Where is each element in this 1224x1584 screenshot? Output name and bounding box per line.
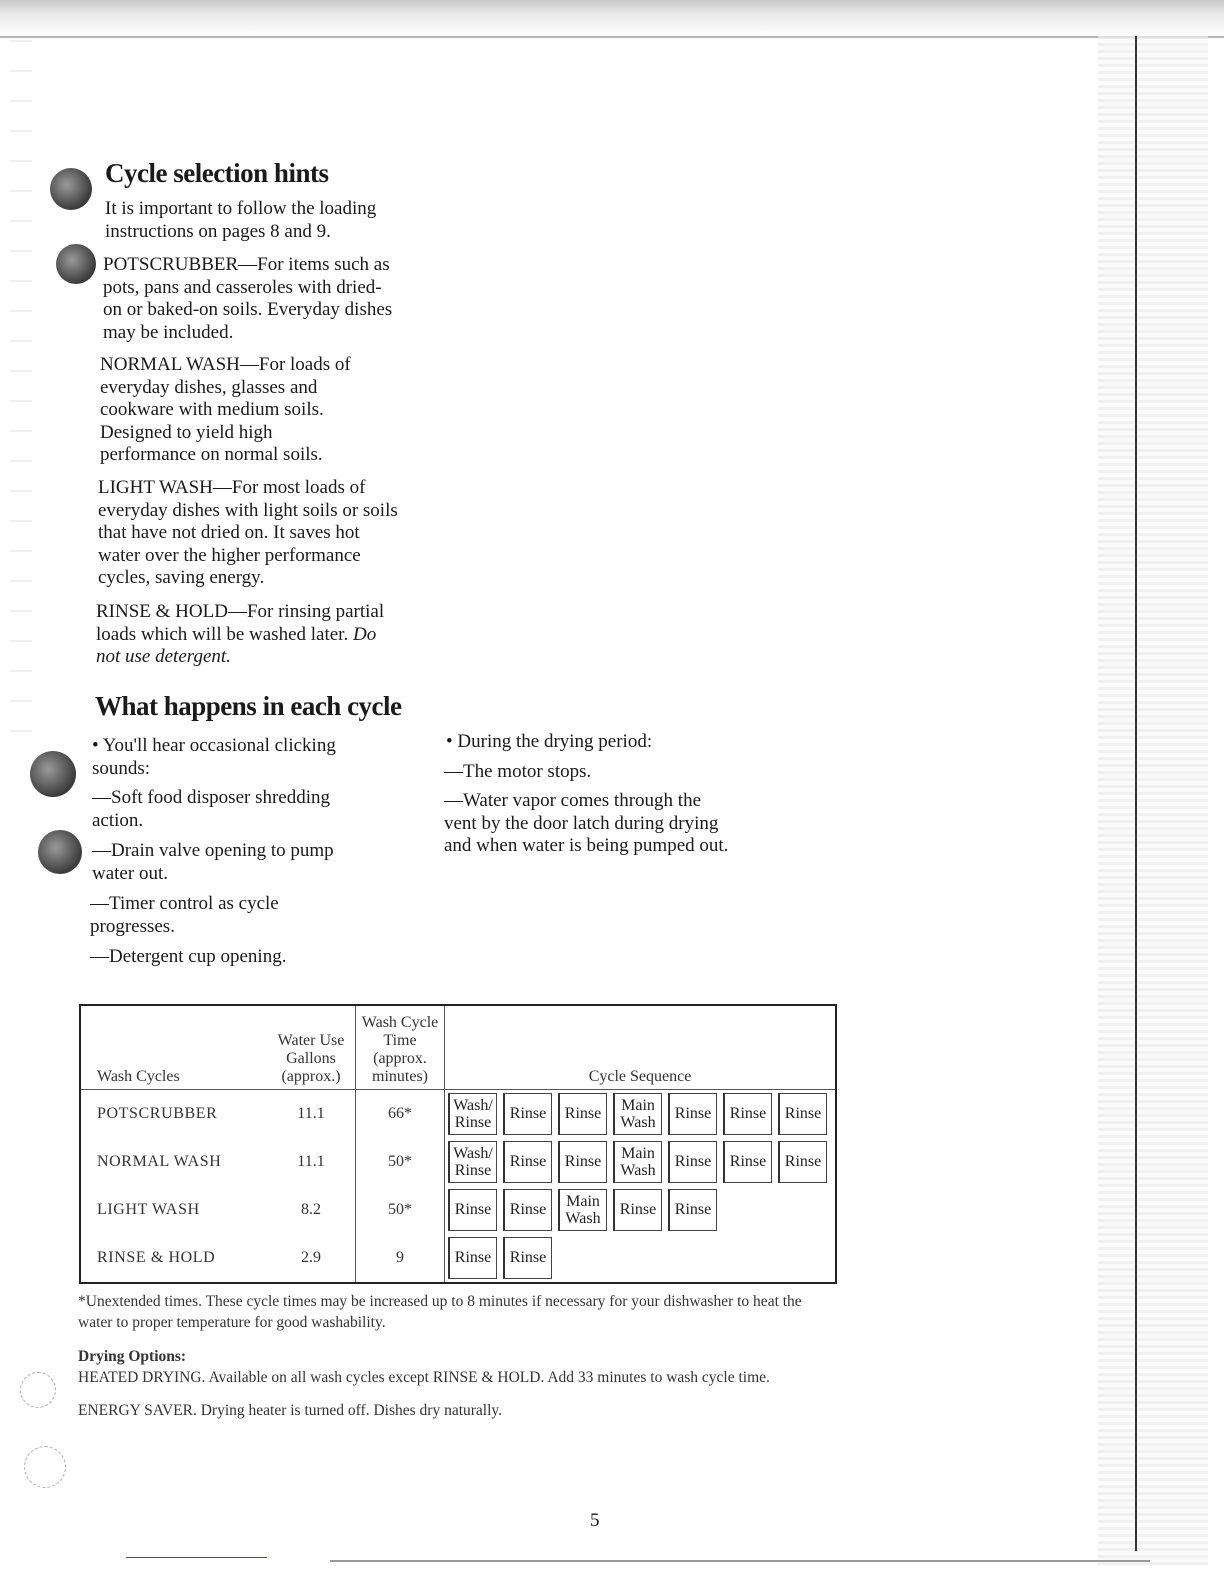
sequence-step: Rinse (668, 1093, 717, 1135)
sequence-step: Rinse (613, 1189, 662, 1231)
sequence-step: Rinse (558, 1141, 607, 1183)
binder-hole-icon (30, 751, 76, 797)
sequence-cell (445, 1234, 837, 1283)
light-wash-paragraph: LIGHT WASH—For most loads of everyday dishes with light soils or soils that have not dried on. It saves hot water over the higher performance cycles, saving energy. (98, 477, 398, 588)
water-use: 11.1 (267, 1089, 356, 1138)
sequence-step: Rinse (558, 1093, 607, 1135)
cycle-time: 50* (356, 1138, 445, 1186)
scan-bottom-line (330, 1560, 1150, 1562)
header-cycles: Wash Cycles (97, 1067, 180, 1085)
page-right-border (1135, 36, 1137, 1551)
sequence-step: Main Wash (613, 1141, 662, 1183)
sequence-step: Rinse (503, 1141, 552, 1183)
blue-underline (126, 1557, 267, 1558)
page-number: 5 (590, 1510, 600, 1531)
table-header-row (80, 1005, 836, 1089)
sequence-step: Rinse (448, 1189, 497, 1231)
sequence-step: Wash/ Rinse (448, 1141, 497, 1183)
header-sequence: Cycle Sequence (588, 1067, 692, 1085)
scan-right-edge (1098, 36, 1208, 1566)
heated-drying-note: HEATED DRYING. Available on all wash cycles except RINSE & HOLD. Add 33 minutes to wash cycle time. (78, 1369, 770, 1386)
cycle-name: NORMAL WASH (97, 1152, 222, 1170)
sequence-boxes (445, 1093, 835, 1135)
sequence-boxes (445, 1141, 835, 1183)
rinse-hold-text: RINSE & HOLD—For rinsing partial loads which will be washed later. (96, 601, 385, 645)
potscrubber-paragraph: POTSCRUBBER—For items such as pots, pans and casseroles with dried-on or baked-on soils. Everyday dishes may be included. (103, 254, 393, 343)
sequence-step: Main Wash (613, 1093, 662, 1135)
cycle-name: RINSE & HOLD (97, 1248, 216, 1266)
cycle-time: 66* (356, 1089, 445, 1138)
sequence-boxes (445, 1237, 835, 1279)
cycle-table (79, 1004, 837, 1284)
table-row (80, 1186, 836, 1234)
energy-saver-note: ENERGY SAVER. Drying heater is turned off. Dishes dry naturally. (78, 1402, 503, 1419)
drying-period-item: • During the drying period: (446, 731, 653, 752)
binder-hole-icon (38, 830, 82, 874)
faint-hole-icon (24, 1446, 66, 1488)
table-row (80, 1089, 836, 1138)
drain-valve-item: —Drain valve opening to pump water out. (92, 840, 334, 884)
sequence-step: Rinse (778, 1141, 827, 1183)
sequence-cell (445, 1138, 837, 1186)
clicking-sounds-item: • You'll hear occasional clicking sounds: (92, 735, 336, 779)
scan-top-line (0, 36, 1224, 38)
faint-hole-icon (20, 1372, 56, 1408)
motor-stops-item: —The motor stops. (444, 761, 592, 782)
scan-left-speckle (10, 40, 32, 740)
sequence-step: Rinse (668, 1189, 717, 1231)
cycle-time: 50* (356, 1186, 445, 1234)
binder-hole-icon (56, 244, 96, 284)
sequence-cell (445, 1089, 837, 1138)
sequence-step: Rinse (723, 1093, 772, 1135)
sequence-step: Rinse (503, 1189, 552, 1231)
cycle-selection-heading: Cycle selection hints (105, 158, 329, 188)
header-water: Water Use Gallons (approx.) (267, 1005, 356, 1089)
intro-paragraph: It is important to follow the loading instructions on pages 8 and 9. (105, 198, 377, 242)
water-vapor-item: —Water vapor comes through the vent by the door latch during drying and when water is being pumped out. (444, 790, 729, 856)
sequence-step: Rinse (723, 1141, 772, 1183)
sequence-step: Wash/ Rinse (448, 1093, 497, 1135)
what-happens-heading: What happens in each cycle (95, 691, 402, 721)
rinse-hold-paragraph (96, 601, 396, 669)
unextended-note: *Unextended times. These cycle times may be increased up to 8 minutes if necessary for your dishwasher to heat the water to proper temperature for good washability. (78, 1293, 802, 1331)
normal-wash-paragraph: NORMAL WASH—For loads of everyday dishes, glasses and cookware with medium soils. Designed to yield high performance on normal soils. (100, 354, 351, 465)
water-use: 8.2 (267, 1186, 356, 1234)
rinse-hold-note: Do not use detergent. (96, 623, 377, 667)
water-use: 11.1 (267, 1138, 356, 1186)
cycle-name: LIGHT WASH (97, 1200, 200, 1218)
water-use: 2.9 (267, 1234, 356, 1283)
timer-item: —Timer control as cycle progresses. (90, 893, 279, 937)
table-row (80, 1234, 836, 1283)
binder-hole-icon (50, 168, 92, 210)
disposer-item: —Soft food disposer shredding action. (92, 787, 331, 831)
sequence-boxes (445, 1189, 835, 1231)
header-time: Wash Cycle Time (approx. minutes) (356, 1005, 445, 1089)
sequence-step: Main Wash (558, 1189, 607, 1231)
sequence-cell (445, 1186, 837, 1234)
sequence-step: Rinse (503, 1093, 552, 1135)
detergent-cup-item: —Detergent cup opening. (90, 946, 287, 967)
sequence-step: Rinse (448, 1237, 497, 1279)
drying-options-title: Drying Options: (78, 1348, 187, 1365)
sequence-step: Rinse (503, 1237, 552, 1279)
sequence-step: Rinse (778, 1093, 827, 1135)
sequence-step: Rinse (668, 1141, 717, 1183)
cycle-time: 9 (356, 1234, 445, 1283)
table-row (80, 1138, 836, 1186)
scan-top-edge (0, 0, 1224, 36)
cycle-name: POTSCRUBBER (97, 1104, 218, 1122)
